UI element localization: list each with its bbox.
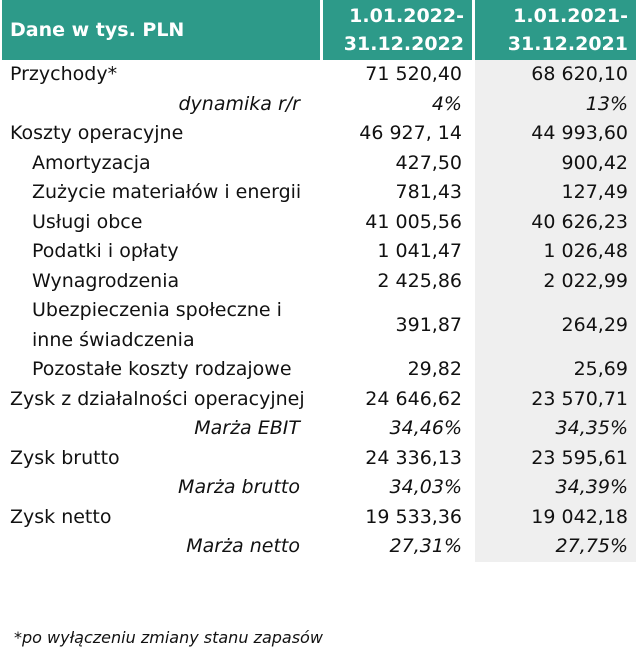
header-period-2022-start: 1.01.2022- (349, 5, 464, 27)
row-label: Marża brutto (178, 476, 300, 498)
row-label: Zysk netto (10, 505, 112, 528)
row-label: Wynagrodzenia (32, 269, 180, 292)
table-row-salaries (2, 267, 636, 297)
row-label: Zysk brutto (10, 446, 120, 469)
header-period-2021-end: 31.12.2021 (507, 33, 628, 55)
header-period-2021 (472, 0, 636, 60)
table-row-revenue (2, 60, 636, 90)
table-row-net-margin (2, 532, 636, 562)
value-2021: 40 626,23 (472, 208, 636, 238)
value-2021: 127,49 (472, 178, 636, 208)
value-2021: 1 026,48 (472, 237, 636, 267)
table-row-external-services (2, 208, 636, 238)
value-2021: 44 993,60 (472, 119, 636, 149)
value-2021: 13% (472, 90, 636, 120)
value-2022: 2 425,86 (377, 269, 462, 292)
value-2021: 23 595,61 (472, 444, 636, 474)
value-2022: 4% (431, 92, 462, 115)
value-2021: 34,39% (472, 473, 636, 503)
row-label: Usługi obce (32, 210, 143, 233)
value-2022: 24 336,13 (365, 446, 462, 469)
value-2022: 781,43 (395, 181, 462, 203)
header-period-2022-end: 31.12.2022 (343, 33, 464, 55)
header-label-cell: Dane w tys. PLN (2, 0, 320, 60)
table-row-materials-energy (2, 178, 636, 208)
table-header (2, 0, 636, 60)
row-label: Pozostałe koszty rodzajowe (32, 358, 292, 380)
row-label: Podatki i opłaty (32, 240, 179, 262)
value-2022: 427,50 (395, 151, 462, 174)
value-2022: 24 646,62 (365, 387, 462, 410)
value-2022: 27,31% (389, 535, 462, 557)
value-2021: 2 022,99 (472, 267, 636, 297)
value-2022: 46 927, 14 (359, 122, 462, 144)
value-2022: 41 005,56 (365, 210, 462, 233)
value-2021: 264,29 (472, 296, 636, 355)
footnote: *po wyłączeniu zmiany stanu zapasów (14, 628, 323, 647)
value-2021: 34,35% (472, 414, 636, 444)
financial-table-wrapper (2, 0, 636, 562)
value-2021: 23 570,71 (472, 385, 636, 415)
value-2022: 19 533,36 (365, 505, 462, 528)
value-2022: 29,82 (407, 358, 462, 380)
header-period-2022 (320, 0, 472, 60)
value-2021: 900,42 (472, 149, 636, 179)
row-label: Ubezpieczenia społeczne i inne świadczenia (32, 299, 282, 351)
table-row-gross-profit (2, 444, 636, 474)
value-2022: 1 041,47 (377, 240, 462, 262)
table-row-ebit-margin (2, 414, 636, 444)
value-2021: 27,75% (472, 532, 636, 562)
row-label: Koszty operacyjne (10, 122, 184, 144)
table-body (2, 60, 636, 562)
row-label: Zysk z działalności operacyjnej (10, 387, 305, 410)
table-row-operating-profit (2, 385, 636, 415)
row-label: Marża netto (186, 535, 300, 557)
table-row-social-insurance (2, 296, 636, 355)
table-row-revenue-growth (2, 90, 636, 120)
row-label: Przychody* (10, 63, 118, 85)
row-label: Amortyzacja (32, 151, 151, 174)
row-label: Zużycie materiałów i energii (32, 181, 302, 203)
value-2022: 391,87 (395, 313, 462, 336)
value-2022: 34,03% (389, 476, 462, 498)
table-row-net-profit (2, 503, 636, 533)
table-row-operating-costs (2, 119, 636, 149)
financial-table (2, 0, 636, 562)
table-row-gross-margin (2, 473, 636, 503)
table-row-other-costs (2, 355, 636, 385)
header-row (2, 0, 636, 60)
table-row-depreciation (2, 149, 636, 179)
value-2022: 71 520,40 (365, 63, 462, 85)
value-2021: 19 042,18 (472, 503, 636, 533)
value-2022: 34,46% (389, 417, 462, 439)
value-2021: 25,69 (472, 355, 636, 385)
row-label: dynamika r/r (178, 92, 300, 115)
row-label: Marża EBIT (194, 417, 300, 439)
header-period-2021-start: 1.01.2021- (513, 5, 628, 27)
table-row-taxes-fees (2, 237, 636, 267)
value-2021: 68 620,10 (472, 60, 636, 90)
